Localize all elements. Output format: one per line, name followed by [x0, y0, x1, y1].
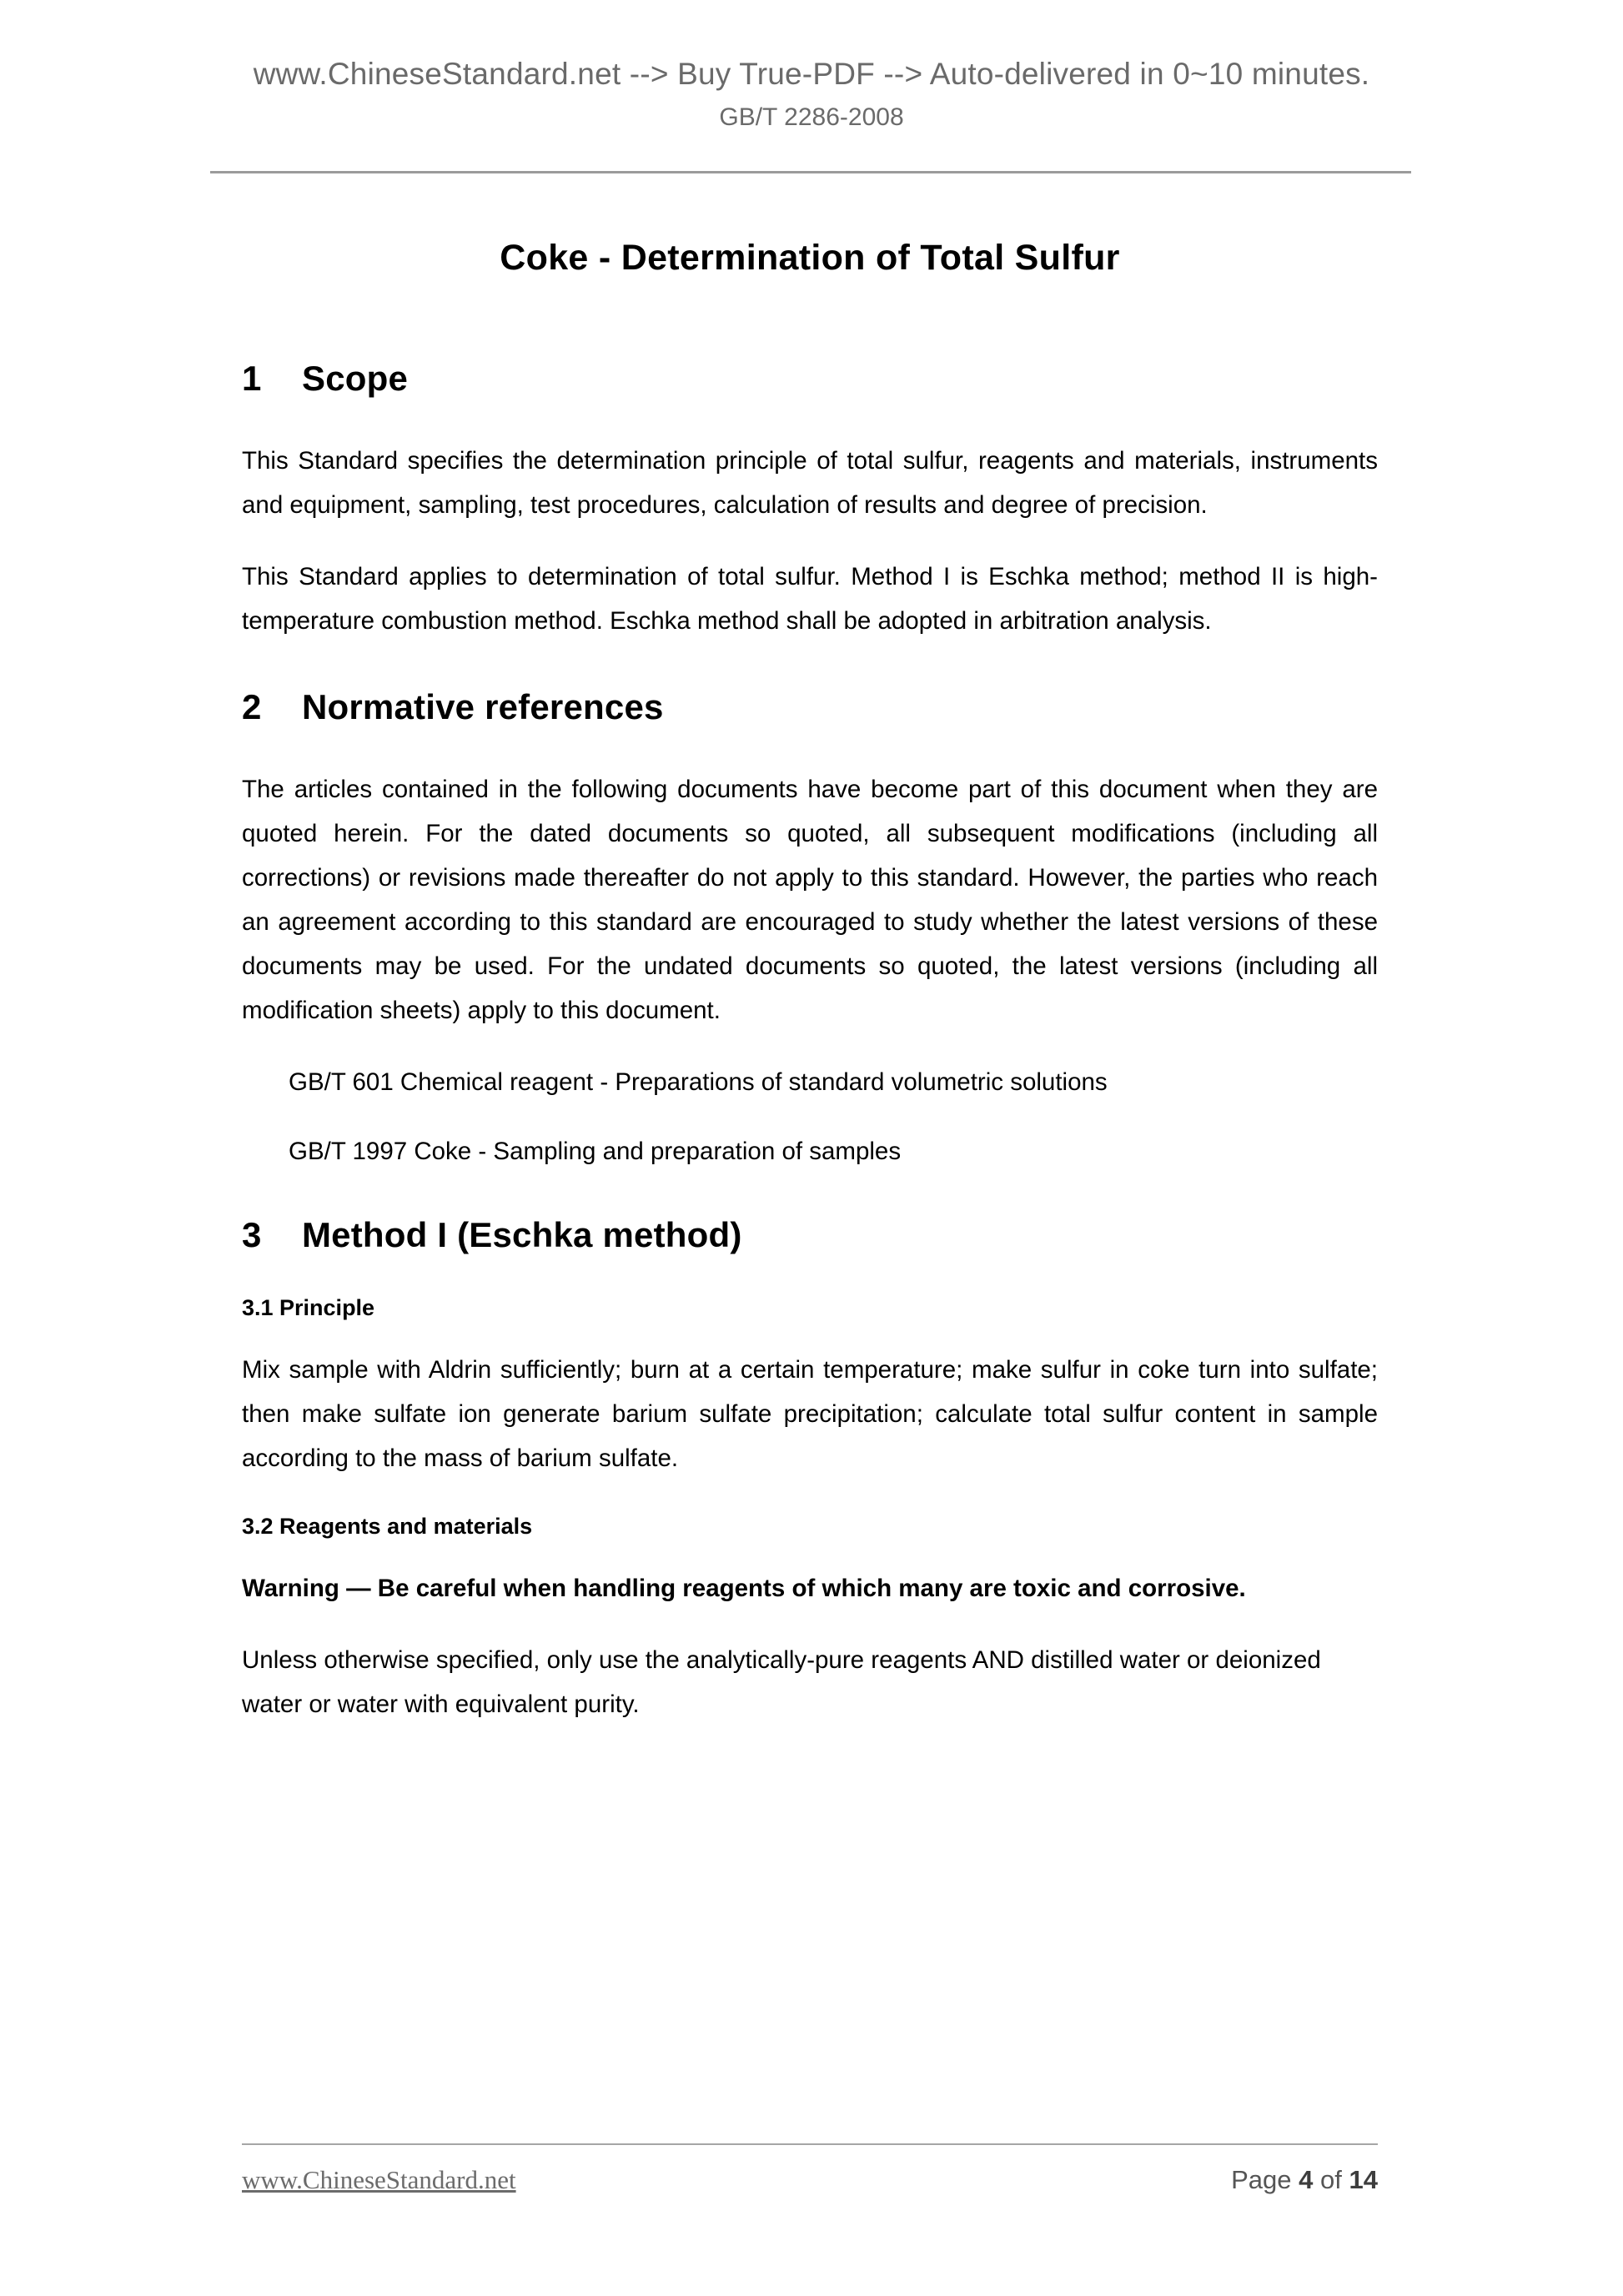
- reagents-paragraph: Unless otherwise specified, only use the analytically-pure reagents AND distilled water or deionized water or water with equivalent purity.: [242, 1646, 1321, 1718]
- standard-code-label: GB/T 2286-2008: [719, 103, 904, 131]
- scope-paragraph-2: This Standard applies to determination of total sulfur. Method I is Eschka method; method II is high-temperature combustion method. Eschka method shall be adopted in arbitration analysis.: [242, 563, 1378, 635]
- scope-paragraph-1: This Standard specifies the determination principle of total sulfur, reagents and materials, instruments and equipment, sampling, test procedures, calculation of results and degree of precision.: [242, 447, 1378, 519]
- clause-1-number: 1: [242, 359, 262, 398]
- clause-2-number: 2: [242, 687, 262, 726]
- clause-3-title: Method I (Eschka method): [302, 1215, 742, 1254]
- document-content: [242, 0, 1378, 1726]
- clause-3-heading: [242, 1215, 1378, 1255]
- clause-2-heading: [242, 687, 1378, 727]
- reference-item-gbt601: GB/T 601 Chemical reagent - Preparations of standard volumetric solutions: [289, 1068, 1108, 1096]
- warning-paragraph: Warning — Be careful when handling reagents of which many are toxic and corrosive.: [242, 1575, 1246, 1602]
- footer-page-number: [1231, 2165, 1378, 2195]
- footer-page-prefix: Page: [1231, 2165, 1292, 2194]
- subclause-3-2-heading: 3.2 Reagents and materials: [242, 1514, 533, 1539]
- normative-references-paragraph: The articles contained in the following documents have become part of this document when they are quoted herein. For the dated documents so quoted, all subsequent modifications (including all corrections) or revisions made thereafter do not apply to this standard. However, the parties who reach an agreement according to this standard are encouraged to study whether the latest versions of these documents may be used. For the undated documents so quoted, the latest versions (including all modification sheets) apply to this document.: [242, 776, 1378, 1024]
- principle-paragraph: Mix sample with Aldrin sufficiently; burn at a certain temperature; make sulfur in coke turn into sulfate; then make sulfate ion generate barium sulfate precipitation; calculate total sulfur content in sample according to the mass of barium sulfate.: [242, 1356, 1378, 1472]
- footer-page-of: of: [1320, 2165, 1342, 2194]
- reference-item-gbt1997: GB/T 1997 Coke - Sampling and preparation of samples: [289, 1138, 902, 1165]
- footer-divider: [242, 2143, 1378, 2145]
- clause-2-title: Normative references: [302, 687, 664, 726]
- footer-total-pages: 14: [1349, 2165, 1378, 2194]
- page-footer: [242, 2165, 1378, 2195]
- clause-1-heading: [242, 359, 1378, 399]
- subclause-3-1-heading: 3.1 Principle: [242, 1295, 375, 1320]
- watermark-promo-text: www.ChineseStandard.net --> Buy True-PDF --> Auto-delivered in 0~10 minutes.: [253, 57, 1370, 91]
- footer-current-page: 4: [1299, 2165, 1314, 2194]
- clause-1-title: Scope: [302, 359, 409, 398]
- clause-3-number: 3: [242, 1215, 262, 1254]
- footer-site-link[interactable]: www.ChineseStandard.net: [242, 2165, 516, 2194]
- page-title: Coke - Determination of Total Sulfur: [500, 238, 1120, 278]
